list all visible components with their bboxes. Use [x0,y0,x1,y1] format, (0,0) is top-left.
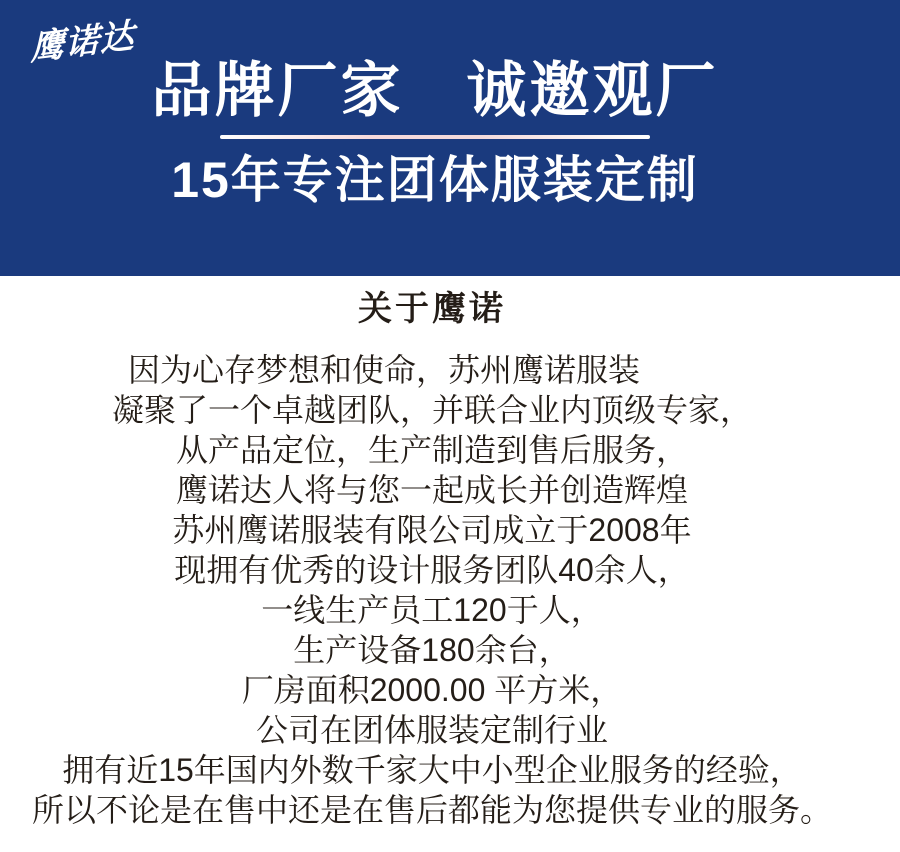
about-line: 一线生产员工120于人， [261,592,603,628]
about-line: 厂房面积2000.00 平方米， [241,672,623,708]
hero-title: 品牌厂家 诚邀观厂 [151,57,719,124]
about-line: 所以不论是在售中还是在售后都能为您提供专业的服务。 [31,792,832,828]
hero-banner [0,0,900,276]
about-line: 拥有近15年国内外数千家大中小型企业服务的经验， [62,752,802,788]
about-line: 鹰诺达人将与您一起成长并创造辉煌 [175,472,688,508]
brand-logo: 鹰诺达 [30,16,135,68]
about-line: 现拥有优秀的设计服务团队40余人， [174,552,690,588]
hero-divider-line [220,135,650,139]
about-line: 生产设备180余台， [293,632,571,668]
about-line: 公司在团体服装定制行业 [255,712,608,748]
about-line: 从产品定位，生产制造到售后服务， [175,432,688,468]
about-line: 苏州鹰诺服装有限公司成立于2008年 [172,512,692,548]
about-line: 凝聚了一个卓越团队，并联合业内顶级专家， [111,392,752,428]
about-text-block [0,350,882,830]
about-heading: 关于鹰诺 [358,290,506,328]
hero-subtitle: 15年专注团体服装定制 [171,152,699,208]
hero-content [0,0,885,208]
about-section [0,289,882,830]
about-line: 因为心存梦想和使命，苏州鹰诺服装 [127,352,640,388]
